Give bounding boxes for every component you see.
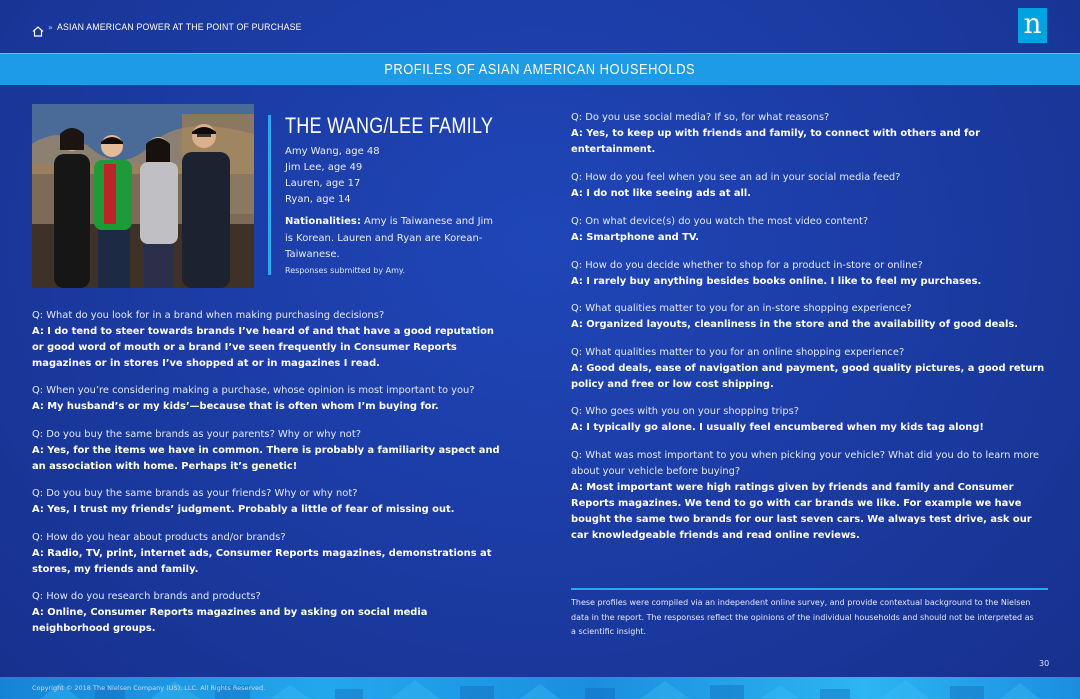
question: Q: Who goes with you on your shopping trips? bbox=[571, 406, 799, 417]
question: Q: On what device(s) do you watch the most video content? bbox=[571, 216, 869, 227]
question: Q: How do you decide whether to shop for a product in-store or online? bbox=[571, 260, 923, 271]
qa-item bbox=[571, 170, 1056, 202]
question: Q: How do you feel when you see an ad in your social media feed? bbox=[571, 172, 901, 183]
answer: A: I rarely buy anything besides books online. I like to feel my purchases. bbox=[571, 276, 982, 287]
family-title: THE WANG/LEE FAMILY bbox=[285, 113, 494, 138]
answer: A: Yes, for the items we have in common. There is probably a familiarity aspect and an association with home. Perhaps it’s genetic! bbox=[32, 445, 500, 472]
member-item: Lauren, age 17 bbox=[285, 178, 361, 189]
answer: A: Organized layouts, cleanliness in the store and the availability of good deals. bbox=[571, 319, 1019, 330]
breadcrumb-separator: » bbox=[48, 22, 53, 32]
answer: A: Yes, to keep up with friends and family, to connect with others and for entertainment. bbox=[571, 128, 980, 155]
answer: A: Online, Consumer Reports magazines and by asking on social media neighborhood groups. bbox=[32, 607, 428, 634]
qa-item bbox=[571, 214, 1056, 246]
section-banner bbox=[0, 53, 1080, 85]
answer: A: Yes, I trust my friends’ judgment. Probably a little of fear of missing out. bbox=[32, 504, 455, 515]
member-item: Jim Lee, age 49 bbox=[285, 162, 363, 173]
qa-item bbox=[32, 486, 507, 518]
question: Q: Do you buy the same brands as your parents? Why or why not? bbox=[32, 429, 361, 440]
breadcrumb-title[interactable]: ASIAN AMERICAN POWER AT THE POINT OF PURCHASE bbox=[56, 21, 302, 33]
family-photo bbox=[32, 104, 254, 288]
qa-item bbox=[571, 110, 1056, 158]
answer: A: Radio, TV, print, internet ads, Consumer Reports magazines, demonstrations at stores, my friends and family. bbox=[32, 548, 492, 575]
nielsen-logo bbox=[1018, 8, 1047, 43]
accent-bar bbox=[268, 115, 271, 275]
answer: A: Good deals, ease of navigation and payment, good quality pictures, a good return policy and free or low cost shipping. bbox=[571, 363, 1045, 390]
qa-item bbox=[32, 530, 507, 578]
question: Q: How do you research brands and products? bbox=[32, 591, 261, 602]
home-icon[interactable] bbox=[32, 22, 44, 33]
member-item: Ryan, age 14 bbox=[285, 194, 351, 205]
qa-item bbox=[571, 448, 1051, 544]
qa-item bbox=[571, 258, 1056, 290]
question: Q: When you’re considering making a purchase, whose opinion is most important to you? bbox=[32, 385, 475, 396]
question: Q: What qualities matter to you for an online shopping experience? bbox=[571, 347, 905, 358]
answer: A: I typically go alone. I usually feel encumbered when my kids tag along! bbox=[571, 422, 984, 433]
nationalities bbox=[285, 214, 500, 264]
question: Q: What do you look for in a brand when making purchasing decisions? bbox=[32, 310, 385, 321]
family-members bbox=[285, 144, 380, 208]
question: Q: What qualities matter to you for an in-store shopping experience? bbox=[571, 303, 912, 314]
qa-item bbox=[571, 301, 1056, 333]
note-divider bbox=[571, 588, 1048, 590]
responses-note: Responses submitted by Amy. bbox=[285, 266, 406, 275]
answer: A: Most important were high ratings given by friends and family and Consumer Reports magazines. We tend to go with car brands we like. For example we have bought the same two brands for our last seven cars. We always test drive, ask our car knowledgeable friends and read online reviews. bbox=[571, 482, 1032, 541]
qa-item bbox=[571, 404, 1056, 436]
answer: A: Smartphone and TV. bbox=[571, 232, 699, 243]
page-number: 30 bbox=[1039, 659, 1050, 668]
breadcrumb bbox=[32, 20, 323, 34]
member-item: Amy Wang, age 48 bbox=[285, 146, 380, 157]
qa-item bbox=[32, 427, 507, 475]
question: Q: What was most important to you when picking your vehicle? What did you do to learn more about your vehicle before buying? bbox=[571, 450, 1040, 477]
question: Q: How do you hear about products and/or brands? bbox=[32, 532, 286, 543]
answer: A: I do not like seeing ads at all. bbox=[571, 188, 752, 199]
answer: A: My husband’s or my kids’—because that is often whom I’m buying for. bbox=[32, 401, 439, 412]
question: Q: Do you buy the same brands as your friends? Why or why not? bbox=[32, 488, 358, 499]
logo-letter: n bbox=[1023, 6, 1042, 40]
nationalities-label: Nationalities: bbox=[285, 216, 361, 227]
nationalities-text: Amy is Taiwanese and Jim is Korean. Lauren and Ryan are Korean-Taiwanese. bbox=[285, 216, 494, 260]
question: Q: Do you use social media? If so, for what reasons? bbox=[571, 112, 830, 123]
survey-note: These profiles were compiled via an independent online survey, and provide contextual background to the Nielsen data in the report. The responses reflect the opinions of the individual households and should not be interpreted as a scientific insight. bbox=[571, 598, 1034, 636]
qa-item bbox=[32, 383, 507, 415]
qa-item bbox=[571, 345, 1056, 393]
answer: A: I do tend to steer towards brands I’ve heard of and that have a good reputation or good word of mouth or a brand I’ve seen frequently in Consumer Reports magazines or in stores I’ve shopped at or in magazines I read. bbox=[32, 326, 494, 369]
qa-item bbox=[32, 589, 507, 637]
qa-item bbox=[32, 308, 507, 372]
section-title: PROFILES OF ASIAN AMERICAN HOUSEHOLDS bbox=[384, 61, 696, 78]
copyright: Copyright © 2018 The Nielsen Company (US), LLC. All Rights Reserved. bbox=[32, 684, 266, 692]
